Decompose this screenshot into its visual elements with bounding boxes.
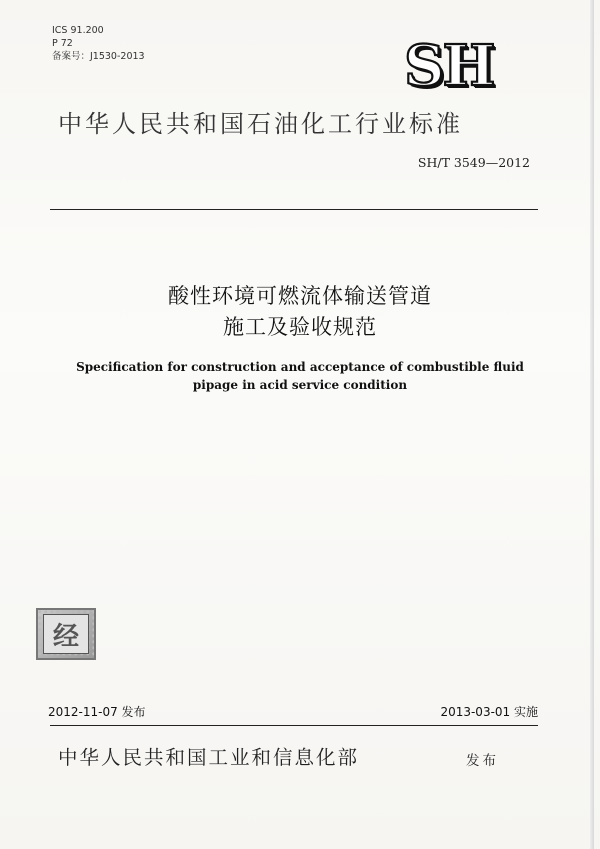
standard-series-title: 中华人民共和国石油化工行业标准 [58,110,463,138]
implementation-date: 2013-03-01 实施 [440,705,538,719]
standard-code: SH/T 3549—2012 [417,155,530,170]
sh-logo: SH [404,33,494,99]
stamp-mark: 经 [43,614,89,654]
chinese-title-line-2: 施工及验收规范 [223,315,377,339]
page-edge-shadow [590,0,594,849]
bottom-divider [50,725,538,726]
publish-label: 发布 [466,753,499,769]
ics-code: ICS 91.200 [52,25,104,36]
english-title-line-2: pipage in acid service condition [192,378,408,392]
certification-stamp [36,608,96,660]
classification-block [52,24,145,63]
english-title-line-1: Specification for construction and acceptance of combustible fluid [76,360,524,374]
chinese-title-line-1: 酸性环境可燃流体输送管道 [168,284,432,308]
publisher-name: 中华人民共和国工业和信息化部 [58,746,360,769]
top-divider [50,209,538,210]
category-code: P 72 [52,38,73,49]
filing-number: 备案号：J1530-2013 [52,51,145,62]
issue-date: 2012-11-07 发布 [48,705,146,719]
